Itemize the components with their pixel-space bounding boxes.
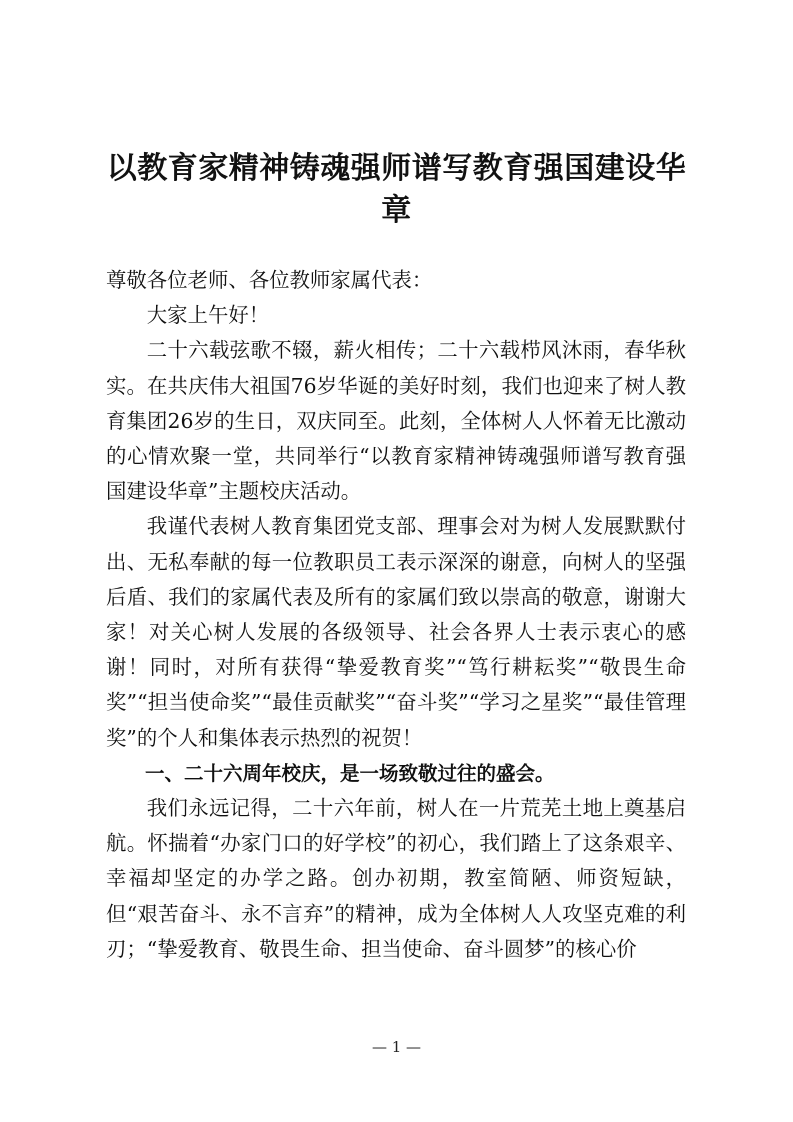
salutation: 尊敬各位老师、各位教师家属代表： — [106, 268, 433, 292]
page-number: — 1 — — [371, 1038, 422, 1056]
greeting: 大家上午好！ — [146, 303, 270, 328]
paragraph: 我们永远记得，二十六年前，树人在一片荒芜土地上奠基启航。怀揣着“办家门口的好学校”的初心，我们踏上了这条艰辛、幸福却坚定的办学之路。创办初期，教室简陋、师资短缺，但“艰苦奋斗、永不言弃”的精神，成为全体树人人攻坚克难的利刃；“挚爱教育、敬畏生命、担当使命、奋斗圆梦”的核心价 — [106, 796, 686, 961]
document-body — [106, 263, 686, 967]
paragraph: 我谨代表树人教育集团党支部、理事会对为树人发展默默付出、无私奉献的每一位教职员工表示深深的谢意，向树人的坚强后盾、我们的家属代表及所有的家属们致以崇高的敬意，谢谢大家！对关心树人发展的各级领导、社会各界人士表示衷心的感谢！同时，对所有获得“挚爱教育奖”“笃行耕耘奖”“敬畏生命奖”“担当使命奖”“最佳贡献奖”“奋斗奖”“学习之星奖”“最佳管理奖”的个人和集体表示热烈的祝贺！ — [106, 514, 686, 750]
document-title: 以教育家精神铸魂强师谱写教育强国建设华章 — [106, 151, 687, 228]
section-heading: 一、二十六周年校庆，是一场致敬过往的盛会。 — [145, 761, 555, 785]
paragraph: 二十六载弦歌不辍，薪火相传；二十六载栉风沐雨，春华秋实。在共庆伟大祖国76岁华诞的美好时刻，我们也迎来了树人教育集团26岁的生日，双庆同至。此刻，全体树人人怀着无比激动的心情欢聚一堂，共同举行“以教育家精神铸魂强师谱写教育强国建设华章”主题校庆活动。 — [106, 338, 686, 504]
